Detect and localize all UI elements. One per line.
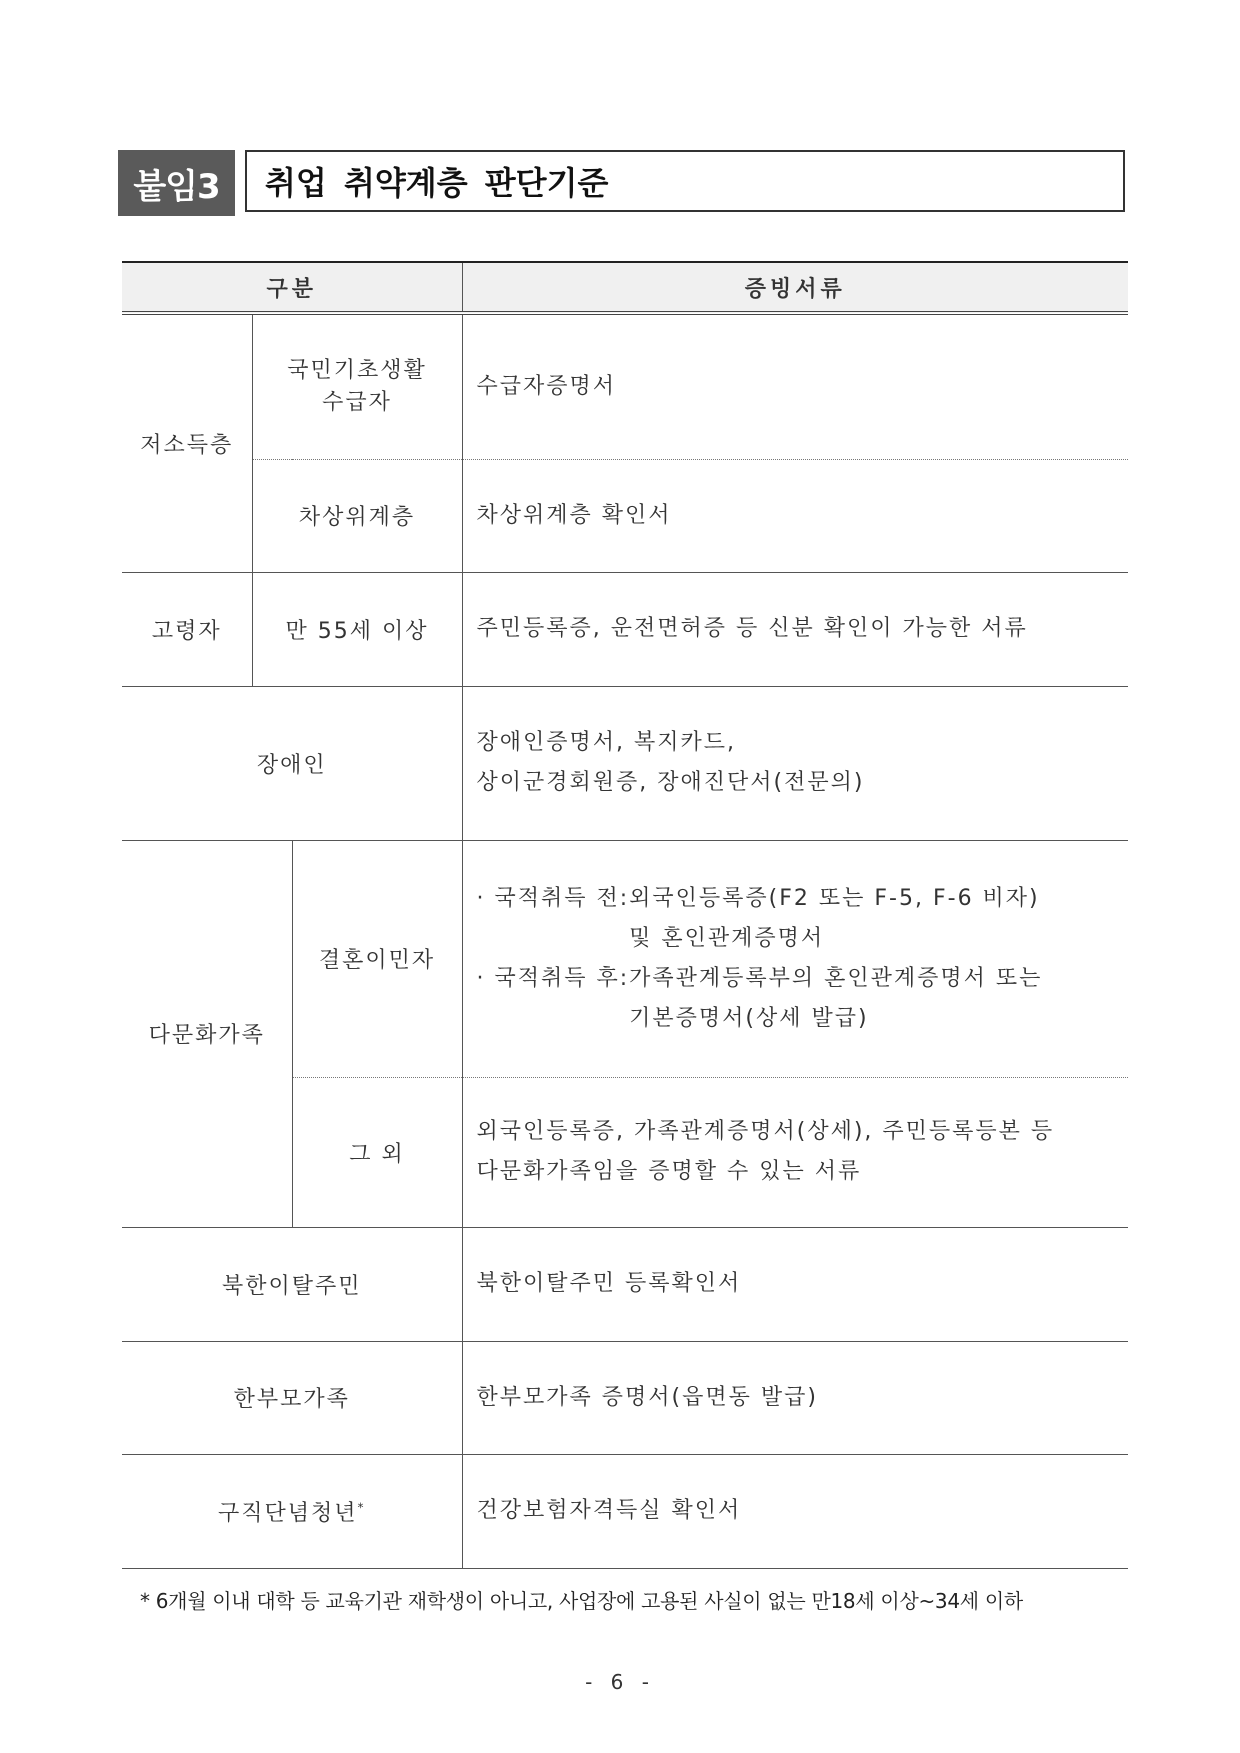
doc-elderly: 주민등록증, 운전면허증 등 신분 확인이 가능한 서류 (462, 572, 1128, 686)
table-row (122, 840, 1128, 1077)
after-prefix: · 국적취득 후: (476, 965, 630, 991)
doc-disabled (462, 686, 1128, 840)
doc-others (462, 1077, 1128, 1227)
sub-basic-recipient-line1: 국민기초생활 (287, 357, 427, 383)
doc-before-naturalization (477, 879, 1128, 959)
doc-others-line1: 외국인등록증, 가족관계증명서(상세), 주민등록등본 등 (476, 1119, 1055, 1144)
table-row (122, 459, 1128, 572)
category-single-parent: 한부모가족 (122, 1341, 462, 1454)
table-row (122, 1454, 1128, 1568)
sub-near-poverty: 차상위계층 (252, 459, 462, 572)
category-elderly: 고령자 (122, 572, 252, 686)
sub-marriage-migrant: 결혼이민자 (292, 840, 462, 1077)
footnote-mark: * (357, 1500, 366, 1515)
doc-north-korean: 북한이탈주민 등록확인서 (462, 1227, 1128, 1341)
title-row (118, 150, 1128, 216)
page-number: - 6 - (585, 1670, 655, 1694)
category-job-quit-youth (122, 1454, 462, 1568)
category-job-quit-youth-label: 구직단념청년 (217, 1500, 358, 1526)
table-row (122, 1227, 1128, 1341)
table-row (122, 1341, 1128, 1454)
before-prefix: · 국적취득 전: (476, 885, 630, 911)
category-multicultural: 다문화가족 (122, 840, 292, 1227)
category-north-korean: 북한이탈주민 (122, 1227, 462, 1341)
table-header-row (122, 262, 1128, 313)
attachment-badge: 붙임3 (118, 150, 235, 216)
doc-near-poverty: 차상위계층 확인서 (462, 459, 1128, 572)
after-line2: 기본증명서(상세 발급) (629, 1005, 869, 1031)
header-category: 구분 (122, 262, 462, 313)
category-disabled: 장애인 (122, 686, 462, 840)
sub-others: 그 외 (292, 1077, 462, 1227)
before-line1: 외국인등록증(F2 또는 F-5, F-6 비자) (629, 885, 1040, 911)
header-documents: 증빙서류 (462, 262, 1128, 313)
after-line1: 가족관계등록부의 혼인관계증명서 또는 (629, 965, 1043, 991)
doc-job-quit-youth: 건강보험자격득실 확인서 (462, 1454, 1128, 1568)
doc-after-naturalization (477, 959, 1128, 1039)
doc-single-parent: 한부모가족 증명서(읍면동 발급) (462, 1341, 1128, 1454)
table-row (122, 686, 1128, 840)
doc-others-line2: 다문화가족임을 증명할 수 있는 서류 (476, 1159, 862, 1184)
page-title: 취업 취약계층 판단기준 (245, 150, 1125, 212)
category-low-income: 저소득층 (122, 313, 252, 572)
doc-marriage-migrant (462, 840, 1128, 1077)
table-row (122, 572, 1128, 686)
before-line2: 및 혼인관계증명서 (629, 925, 825, 951)
doc-disabled-line1: 장애인증명서, 복지카드, (476, 730, 737, 755)
doc-disabled-line2: 상이군경회원증, 장애진단서(전문의) (476, 770, 865, 795)
footnote: * 6개월 이내 대학 등 교육기관 재학생이 아니고, 사업장에 고용된 사실이 없는 만18세 이상~34세 이하 (140, 1589, 1023, 1613)
table-row (122, 313, 1128, 459)
doc-basic-recipient: 수급자증명서 (462, 313, 1128, 459)
sub-basic-recipient-line2: 수급자 (322, 389, 392, 415)
sub-elderly-age: 만 55세 이상 (252, 572, 462, 686)
sub-basic-recipient (252, 313, 462, 459)
criteria-table (122, 261, 1128, 1569)
